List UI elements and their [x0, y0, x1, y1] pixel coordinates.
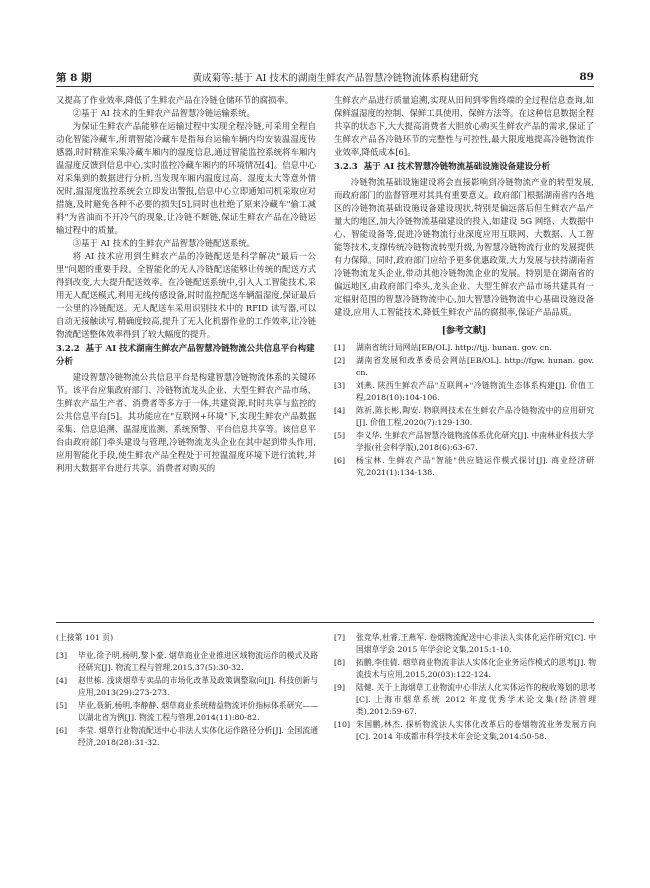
- section-number: 3.2.3: [334, 162, 358, 172]
- section-divider: [56, 622, 594, 623]
- reference-item: [56, 650, 318, 674]
- reference-text: 陈祈,陈长彬,陶安. 物联网技术在生鲜农产品冷链物流中的应用研究[J]. 价值工程,2020(7):129-130.: [356, 406, 594, 427]
- section-heading-3-2-2: [56, 343, 316, 369]
- reference-item: [334, 405, 594, 429]
- reference-item: [334, 682, 596, 718]
- left-column: [56, 94, 316, 475]
- right-column: [334, 94, 594, 480]
- reference-text: 杨宝林. 生鲜农产品"智能"供应链运作模式探讨[J]. 商业经济研究,2021(1):134-138.: [356, 456, 594, 477]
- reference-text: 陆健. 关于上海烟草工业物流中心非法人化实体运作的税收筹划的思考[C]. 上海市烟草系统 2012 年度优秀学术论文集(经济管理类),2012:59-67.: [356, 683, 596, 716]
- reference-item: [56, 675, 318, 699]
- reference-item: [334, 430, 594, 454]
- paragraph: 冷链物流基础设施建设将会直接影响到冷链物流产业的转型发展,而政府部门的监督管理对其具有重要意义。政府部门根据湖南省内各地区的冷链物流基础设施设备建设现状,特别是偏远落后但生鲜农产品产量大的地区,加大冷链物流基础建设的投入,如建设 5G 网络、大数据中心、智能设备等,促进冷链物流行业深度应用互联网、大数据、人工智能等技术,支撑传统冷链物流转型升级,为智慧冷链物流行业的发展提供有力保障。同时,政府部门应给予更多优惠政策,大力发展与扶持湖南省冷链物流龙头企业,带动其他冷链物流企业的发展。特别是在湖南省的偏远地区,由政府部门牵头,龙头企业、大型生鲜农产品市场共建具有一定辐射范围的智慧冷链物流中心,加大智慧冷链物流中心基础设施设备建设,应用人工智能技术,降低生鲜农产品的腐损率,保证产品品质。: [334, 177, 594, 317]
- reference-text: 毕业,聂新,杨明,李静静. 烟草商业系统精益物流评价指标体系研究——以湖北省为例[J]. 物流工程与管理,2014(11):80-82.: [78, 701, 318, 723]
- reference-index: [4]: [56, 676, 68, 686]
- section-title: 基于 AI 技术湖南生鲜农产品智慧冷链物流公共信息平台构建分析: [56, 344, 315, 367]
- reference-item: [334, 455, 594, 479]
- reference-item: [56, 700, 318, 724]
- reference-item: [334, 380, 594, 404]
- references-title: [参考文献]: [441, 326, 487, 336]
- reference-item: [334, 632, 596, 656]
- subsection-heading-vehicle: ②基于 AI 技术的生鲜农产品智慧冷链运输系统。: [72, 108, 255, 118]
- reference-text: 赵世栋. 浅谈烟草专卖品的市场化改革及政策调整取向[J]. 科技创新与应用,2013(29):273-273.: [78, 676, 318, 698]
- reference-index: [6]: [56, 726, 68, 736]
- reference-text: 刘燕. 陕西生鲜农产品"互联网+"冷链物流生态体系构建[J]. 价值工程,2018(10):104-106.: [356, 381, 594, 402]
- section-heading-3-2-3: [334, 161, 594, 174]
- reference-index: [5]: [334, 431, 346, 440]
- reference-item: [334, 719, 596, 743]
- reference-index: [9]: [334, 683, 346, 692]
- reference-index: [5]: [56, 701, 68, 711]
- paragraph: 又提高了作业效率,降低了生鲜农产品在冷链仓储环节的腐损率。: [56, 95, 294, 105]
- reference-text: 拓鹏,李佳倩. 烟草商业物流非法人实体化企业务运作模式的思考[J]. 物流技术与应用,2015,20(03):122-124.: [356, 658, 596, 679]
- running-title: 黄成菊等:基于 AI 技术的湖南生鲜农产品智慧冷链物流体系构建研究: [192, 73, 479, 84]
- reference-index: [3]: [56, 651, 68, 661]
- reference-index: [6]: [334, 456, 346, 465]
- reference-index: [2]: [334, 356, 346, 365]
- reference-text: 李莹. 烟草行业物流配送中心非法人实体化运作路径分析[J]. 全国流通经济,2018(28):31-32.: [78, 726, 318, 748]
- reference-text: 李义华. 生鲜农产品智慧冷链物流体系优化研究[J]. 中南林业科技大学学报(社会科学版),2018(6):63-67.: [356, 431, 594, 452]
- reference-item: [334, 355, 594, 379]
- reference-text: 湖南省统计局网站[EB/OL]. http://tjj. hunan. gov. cn.: [356, 343, 552, 352]
- reference-text: 湖南省发展和改革委员会网站[EB/OL]. http://fgw. hunan. gov. cn.: [356, 356, 594, 377]
- reference-text: 朱国鹏,林杰. 探析物流法人实体化改革后的卷烟物流业务发展方向[C]. 2014 年成都市科学技术年会论文集,2014:50-58.: [356, 720, 596, 741]
- issue-number: 第 8 期: [56, 71, 92, 84]
- reference-index: [8]: [334, 658, 346, 667]
- reference-item: [334, 657, 596, 681]
- paragraph: 为保证生鲜农产品能够在运输过程中实现全程冷链,可采用全程自动化智能冷藏车,所谓智能冷藏车是指每台运输车辆内均安装温湿度传感器,时时精准采集冷藏车厢内的湿度信息,通过智能监控系统将车厢内温湿度反馈到信息中心,实时监控冷藏车厢内的环境情况[4]。信息中心对采集到的数据进行分析,当发现车厢内温度过高、湿度太大等意外情况时,温湿度监控系统会立即发出警报,信息中心立即通知司机采取应对措施,及时避免各种不必要的损失[5],同时也杜绝了原来冷藏车"偷工减料"为省油而不开冷气的现象,让冷链不断链,保证生鲜农产品在冷链运输过程中的质量。: [56, 121, 316, 235]
- reference-index: [7]: [334, 633, 346, 642]
- running-header: [56, 68, 594, 87]
- subsection-heading-delivery: ③基于 AI 技术的生鲜农产品智慧冷链配送系统。: [72, 238, 255, 248]
- reference-index: [10]: [334, 720, 351, 729]
- section-number: 3.2.2: [56, 344, 80, 354]
- reference-index: [1]: [334, 343, 346, 352]
- continued-references-left: [56, 632, 318, 750]
- reference-index: [4]: [334, 406, 346, 415]
- paragraph: 生鲜农产品进行质量追溯,实现从田间到零售终端的全过程信息查询,如保鲜温湿度的控制、保鲜工具使用、保鲜方法等。在这种信息数据全程共享的状态下,大大提高消费者大胆放心购买生鲜农产品的需求,保证了生鲜农产品各冷链环节的完整性与可控性,最大限度地提高冷链物流作业效率,降低成本[6]。: [334, 95, 594, 157]
- reference-text: 毕业,徐子明,杨明,黎卜豪. 烟草商业企业推进区域物流运作的模式及路径研究[J]. 物流工程与管理,2015,37(5):30-32.: [78, 651, 318, 673]
- reference-item: [334, 342, 594, 354]
- paragraph: 建设智慧冷链物流公共信息平台是构建智慧冷链物流体系的关键环节。该平台应集政府部门、冷链物流龙头企业、大型生鲜农产品市场、生鲜农产品生产者、消费者等多方于一体,共建资源,时时共享与监控的公共信息平台[5]。其功能应在"互联网+环境"下,实现生鲜农产品数据采集、信息追溯、温湿度监测、系统预警、平台信息共享等。该信息平台由政府部门牵头建设与管理,冷链物流龙头企业在其中起到带头作用,应用智能化手段,使生鲜农产品全程处于可控温湿度环境下进行流转,并利用大数据平台进行共享。消费者对购买的: [56, 372, 316, 473]
- continued-references-right: [334, 632, 596, 744]
- reference-list: [334, 342, 594, 479]
- page-number: 89: [579, 71, 594, 83]
- reference-item: [56, 725, 318, 749]
- reference-text: 张竞华,杜睿,王燕军. 卷烟物流配送中心非法人实体化运作研究[C]. 中国烟草学会 2015 年学会论文集,2015:1-10.: [356, 633, 596, 654]
- paragraph: 将 AI 技术应用到生鲜农产品的冷链配送是科学解决"最后一公里"问题的重要手段。全智能化的无人冷链配送能够让传统的配送方式得到改变,大大提升配送效率。在冷链配送系统中,引入人工智能技术,采用无人配送模式,利用无线传感设备,时时监控配送车辆温湿度,保证最后一公里的冷链配送。无人配送车采用识别技术中的 RFID 读写器,可以自动无接触读写,精确度较高,提升了无人化机器作业的工作效率,让冷链物流配送整体效率得到了较大幅度的提升。: [56, 251, 316, 339]
- reference-index: [3]: [334, 381, 346, 390]
- section-title: 基于 AI 技术智慧冷链物流基础设施设备建设分析: [363, 162, 551, 172]
- continuation-note: (上接第 101 页): [56, 633, 114, 642]
